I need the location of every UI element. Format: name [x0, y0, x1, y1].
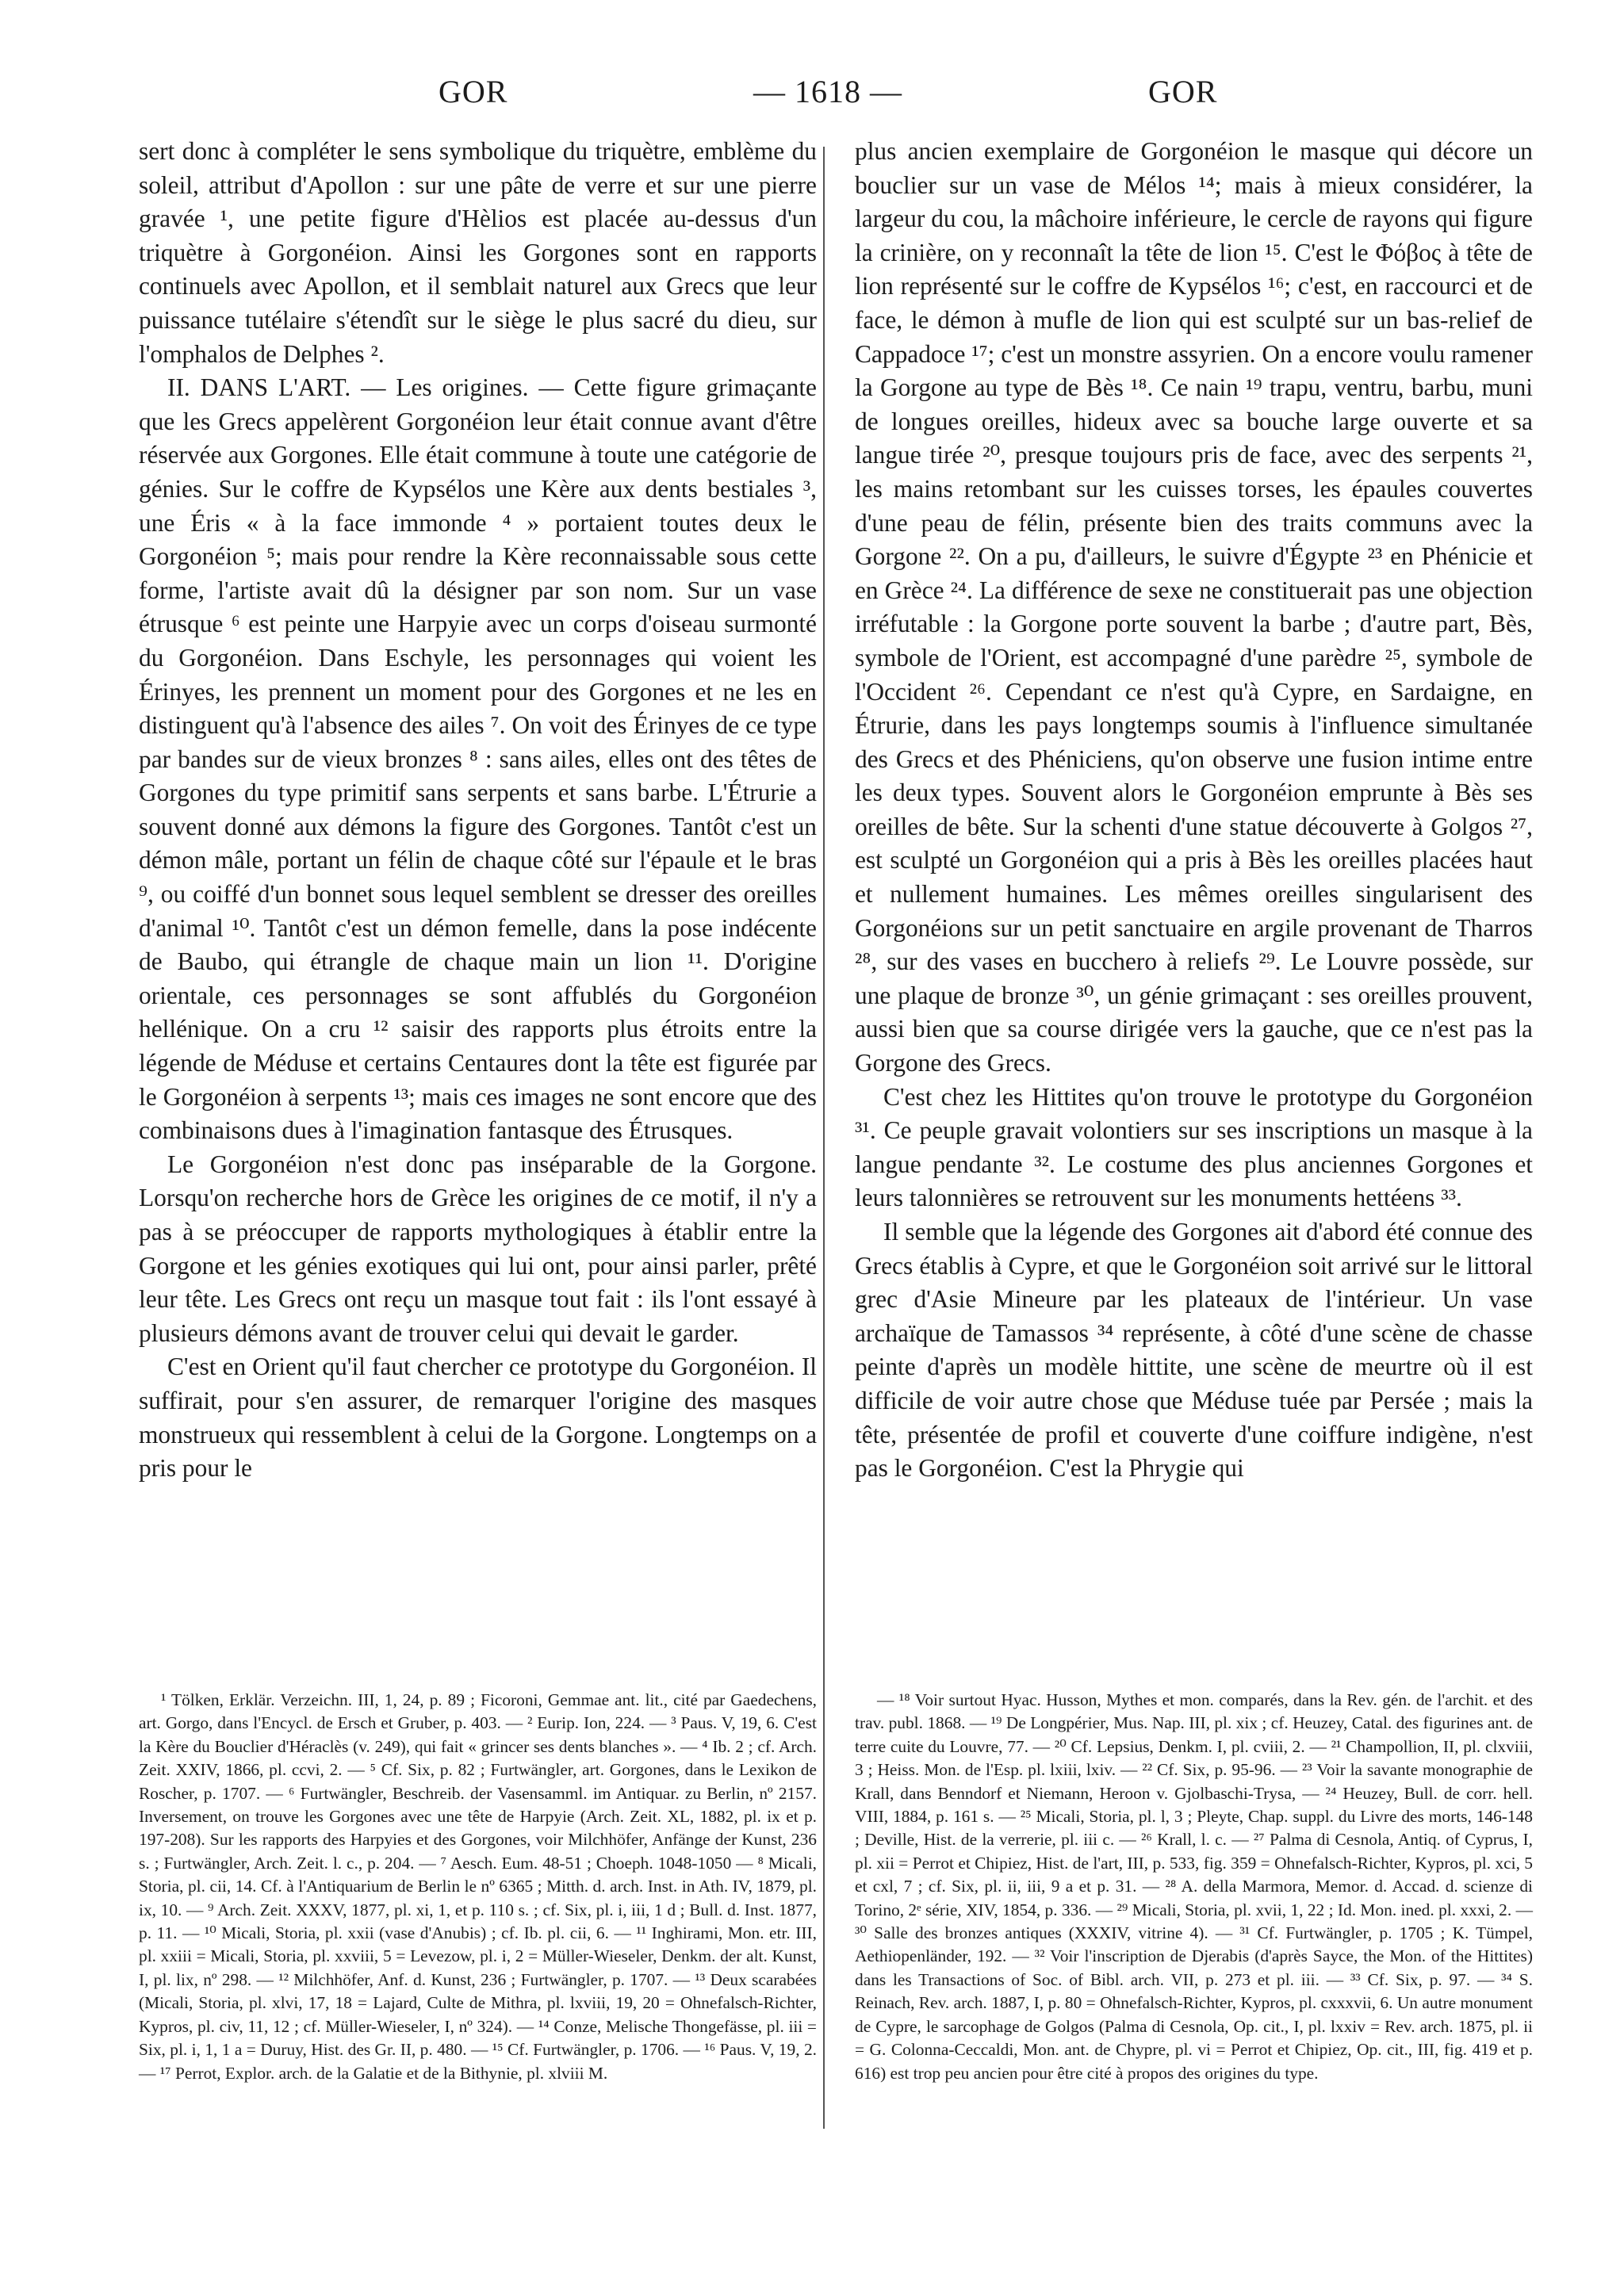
- header-right-keyword: GOR: [1148, 74, 1218, 109]
- right-paragraph: plus ancien exemplaire de Gorgonéion le masque qui décore un bouclier sur un vase de Mélos ¹⁴; mais à mieux considérer, la largeur du cou, la mâchoire inférieure, le cercle de rayons qui figure la crinière, on y reconnaît la tête de lion ¹⁵. C'est le Φόβος à tête de lion représenté sur le coffre de Kypsélos ¹⁶; c'est, en raccourci et de face, le démon à mufle de lion qui est sculpté sur un bas-relief de Cappadoce ¹⁷; c'est un monstre assyrien. On a encore voulu ramener la Gorgone au type de Bès ¹⁸. Ce nain ¹⁹ trapu, ventru, barbu, muni de longues oreilles, hideux avec sa bouche large ouverte et sa langue tirée ²⁰, presque toujours pris de face, avec des serpents ²¹, les mains retombant sur les cuisses torses, les épaules couvertes d'une peau de félin, présente bien des traits communs avec la Gorgone ²². On a pu, d'ailleurs, le suivre d'Égypte ²³ en Phénicie et en Grèce ²⁴. La différence de sexe ne constituerait pas une objection irréfutable : la Gorgone porte souvent la barbe ; d'autre part, Bès, symbole de l'Orient, est accompagné d'une parèdre ²⁵, symbole de l'Occident ²⁶. Cependant ce n'est qu'à Cypre, en Sardaigne, en Étrurie, dans les pays longtemps soumis à l'influence simultanée des Grecs et des Phéniciens, qu'on observe une fusion intime entre les deux types. Souvent alors le Gorgonéion emprunte à Bès ses oreilles de bête. Sur la schenti d'une statue découverte à Golgos ²⁷, est sculpté un Gorgonéion qui a pris à Bès les oreilles placées haut et nullement humaines. Les mêmes oreilles singularisent des Gorgonéions sur un petit sanctuaire en argile provenant de Tharros ²⁸, sur des vases en bucchero à reliefs ²⁹. Le Louvre possède, sur une plaque de bronze ³⁰, un génie grimaçant : ses oreilles prouvent, aussi bien que sa course dirigée vers la gauche, que ce n'est pas la Gorgone des Grecs.: [855, 137, 1533, 1077]
- column-divider: [823, 147, 825, 2129]
- header-left-keyword: GOR: [439, 74, 508, 109]
- left-paragraph: sert donc à compléter le sens symbolique du triquètre, emblème du soleil, attribut d'Apollon : sur une pâte de verre et sur une pierre gravée ¹, une petite figure d'Hèlios est placée au-dessus d'un triquètre à Gorgonéion. Ainsi les Gorgones sont en rapports continuels avec Apollon, et il semblait naturel aux Grecs que leur puissance tutélaire s'étendît sur le siège le plus sacré du dieu, sur l'omphalos de Delphes ².: [139, 137, 817, 368]
- right-column: [855, 135, 1533, 1486]
- footnote-text: ¹ Tölken, Erklär. Verzeichn. III, 1, 24, p. 89 ; Ficoroni, Gemmae ant. lit., cité par Gaedechens, art. Gorgo, dans l'Encycl. de Ersch et Gruber, p. 403. — ² Eurip. Ion, 224. — ³ Paus. V, 19, 6. C'est la Kère du Bouclier d'Héraclès (v. 249), qui fait « grincer ses dents blanches ». — ⁴ Ib. 2 ; cf. Arch. Zeit. XXIV, 1866, pl. ccvi, 2. — ⁵ Cf. Six, p. 82 ; Furtwängler, art. Gorgones, dans le Lexikon de Roscher, p. 1707. — ⁶ Furtwängler, Beschreib. der Vasensamml. im Antiquar. zu Berlin, nº 2157. Inversement, on trouve les Gorgones avec une tête de Harpyie (Arch. Zeit. XL, 1882, pl. ix et p. 197-208). Sur les rapports des Harpyies et des Gorgones, voir Milchhöfer, Anfänge der Kunst, 236 s. ; Furtwängler, Arch. Zeit. l. c., p. 204. — ⁷ Aesch. Eum. 48-51 ; Choeph. 1048-1050 — ⁸ Micali, Storia, pl. cii, 14. Cf. à l'Antiquarium de Berlin le nº 6365 ; Mitth. d. arch. Inst. in Ath. IV, 1879, pl. ix, 10. — ⁹ Arch. Zeit. XXXV, 1877, pl. xi, 1, et p. 110 s. ; cf. Six, pl. i, iii, 1 d ; Bull. d. Inst. 1877, p. 11. — ¹⁰ Micali, Storia, pl. xxii (vase d'Anubis) ; cf. Ib. pl. cii, 6. — ¹¹ Inghirami, Mon. etr. III, pl. xxiii = Micali, Storia, pl. xxviii, 5 = Levezow, pl. i, 2 = Müller-Wieseler, Denkm. der alt. Kunst, I, pl. lix, nº 298. — ¹² Milchhöfer, Anf. d. Kunst, 236 ; Furtwängler, p. 1707. — ¹³ Deux scarabées (Micali, Storia, pl. xlvi, 17, 18 = Lajard, Culte de Mithra, pl. lxviii, 19, 20 = Ohnefalsch-Richter, Kypros, pl. civ, 11, 12 ; cf. Müller-Wieseler, I, nº 324). — ¹⁴ Conze, Melische Thongefässe, pl. iii = Six, pl. i, 1, 1 a = Duruy, Hist. des Gr. II, p. 480. — ¹⁵ Cf. Furtwängler, p. 1706. — ¹⁶ Paus. V, 19, 2. — ¹⁷ Perrot, Explor. arch. de la Galatie et de la Bithynie, pl. xlviii M.: [139, 1690, 817, 2083]
- footnote-text: — ¹⁸ Voir surtout Hyac. Husson, Mythes et mon. comparés, dans la Rev. gén. de l'archit. et des trav. publ. 1868. — ¹⁹ De Longpérier, Mus. Nap. III, pl. xix ; cf. Heuzey, Catal. des figurines ant. de terre cuite du Louvre, 77. — ²⁰ Cf. Lepsius, Denkm. I, pl. cviii, 2. — ²¹ Champollion, II, pl. clxviii, 3 ; Heiss. Mon. de l'Esp. pl. lxiii, lxiv. — ²² Cf. Six, p. 95-96. — ²³ Voir la savante monographie de Krall, dans Benndorf et Niemann, Heroon v. Gjolbaschi-Trysa, — ²⁴ Heuzey, Bull. de corr. hell. VIII, 1884, p. 161 s. — ²⁵ Micali, Storia, pl. l, 3 ; Pleyte, Chap. suppl. du Livre des morts, 146-148 ; Deville, Hist. de la verrerie, pl. iii c. — ²⁶ Krall, l. c. — ²⁷ Palma di Cesnola, Antiq. of Cyprus, I, pl. xii = Perrot et Chipiez, Hist. de l'art, III, p. 533, fig. 359 = Ohnefalsch-Richter, Kypros, pl. xci, 5 et cxl, 7 ; cf. Six, pl. ii, iii, 9 a et p. 31. — ²⁸ A. della Marmora, Memor. d. Accad. d. scienze di Torino, 2ᵉ série, XIV, 1854, p. 336. — ²⁹ Micali, Storia, pl. xvii, 1, 22 ; Id. Mon. ined. pl. xxxi, 2. — ³⁰ Salle des bronzes antiques (XXXIV, vitrine 4). — ³¹ Cf. Furtwängler, p. 1705 ; K. Tümpel, Aethiopenländer, 192. — ³² Voir l'inscription de Djerabis (d'après Sayce, the Mon. of the Hittites) dans les Transactions of Soc. of Bibl. arch. VII, p. 273 et pl. iii. — ³³ Cf. Six, p. 97. — ³⁴ S. Reinach, Rev. arch. 1887, I, p. 80 = Ohnefalsch-Richter, Kypros, pl. cxxxvii, 6. Un autre monument de Cypre, le sarcophage de Golgos (Palma di Cesnola, Op. cit., I, pl. lxxiv = Rev. arch. 1875, pl. ii = G. Colonna-Ceccaldi, Mon. ant. de Chypre, pl. vi = Perrot et Chipiez, Op. cit., III, fig. 419 et p. 616) est trop peu ancien pour être cité à propos des origines du type.: [855, 1690, 1533, 2083]
- running-header: [0, 73, 1624, 121]
- left-paragraph: II. DANS L'ART. — Les origines. — Cette figure grimaçante que les Grecs appelèrent Gorgonéion leur était connue avant d'être réservée aux Gorgones. Elle était commune à toute une catégorie de génies. Sur le coffre de Kypsélos une Kère aux dents bestiales ³, une Éris « à la face immonde ⁴ » portaient toutes deux le Gorgonéion ⁵; mais pour rendre la Kère reconnaissable sous cette forme, l'artiste avait dû la désigner par son nom. Sur un vase étrusque ⁶ est peinte une Harpyie avec un corps d'oiseau surmonté du Gorgonéion. Dans Eschyle, les personnages qui voient les Érinyes, les prennent un moment pour des Gorgones et ne les en distinguent qu'à l'absence des ailes ⁷. On voit des Érinyes de ce type par bandes sur de vieux bronzes ⁸ : sans ailes, elles ont des têtes de Gorgones du type primitif sans serpents et sans barbe. L'Étrurie a souvent donné aux démons la figure des Gorgones. Tantôt c'est un démon mâle, portant un félin de chaque côté sur l'épaule et le bras ⁹, ou coiffé d'un bonnet sous lequel semblent se dresser des oreilles d'animal ¹⁰. Tantôt c'est un démon femelle, dans la pose indécente de Baubo, qui étrangle de chaque main un lion ¹¹. D'origine orientale, ces personnages se sont affublés du Gorgonéion hellénique. On a cru ¹² saisir des rapports plus étroits entre la légende de Méduse et certains Centaures dont la tête est figurée par le Gorgonéion à serpents ¹³; mais ces images ne sont encore que des combinaisons dues à l'imagination fantasque des Étrusques.: [139, 373, 817, 1145]
- footnotes-left: [139, 1689, 817, 2085]
- page-number: — 1618 —: [753, 74, 902, 109]
- footnotes-right: [855, 1689, 1533, 2085]
- right-paragraph: Il semble que la légende des Gorgones ait d'abord été connue des Grecs établis à Cypre, et que le Gorgonéion soit arrivé sur le littoral grec d'Asie Mineure par les plateaux de l'intérieur. Un vase archaïque de Tamassos ³⁴ représente, à côté d'une scène de chasse peinte d'après un modèle hittite, une scène de meurtre où il est difficile de voir autre chose que Méduse tuée par Persée ; mais la tête, présentée de profil et couverte d'une coiffure indigène, n'est pas le Gorgonéion. C'est la Phrygie qui: [855, 1218, 1533, 1483]
- left-column: [139, 135, 817, 1486]
- left-paragraph: Le Gorgonéion n'est donc pas inséparable de la Gorgone. Lorsqu'on recherche hors de Grèce les origines de ce motif, il n'y a pas à se préoccuper de rapports mythologiques à établir entre la Gorgone et les génies exotiques qui lui ont, pour ainsi parler, prêté leur tête. Les Grecs ont reçu un masque tout fait : ils l'ont essayé à plusieurs démons avant de trouver celui qui devait le garder.: [139, 1150, 817, 1347]
- left-paragraph: C'est en Orient qu'il faut chercher ce prototype du Gorgonéion. Il suffirait, pour s'en assurer, de remarquer l'origine des masques monstrueux qui ressemblent à celui de la Gorgone. Longtemps on a pris pour le: [139, 1353, 817, 1483]
- right-paragraph: C'est chez les Hittites qu'on trouve le prototype du Gorgonéion ³¹. Ce peuple gravait volontiers sur ses inscriptions un masque à la langue pendante ³². Le costume des plus anciennes Gorgones et leurs talonnières se retrouvent sur les monuments hettéens ³³.: [855, 1082, 1533, 1212]
